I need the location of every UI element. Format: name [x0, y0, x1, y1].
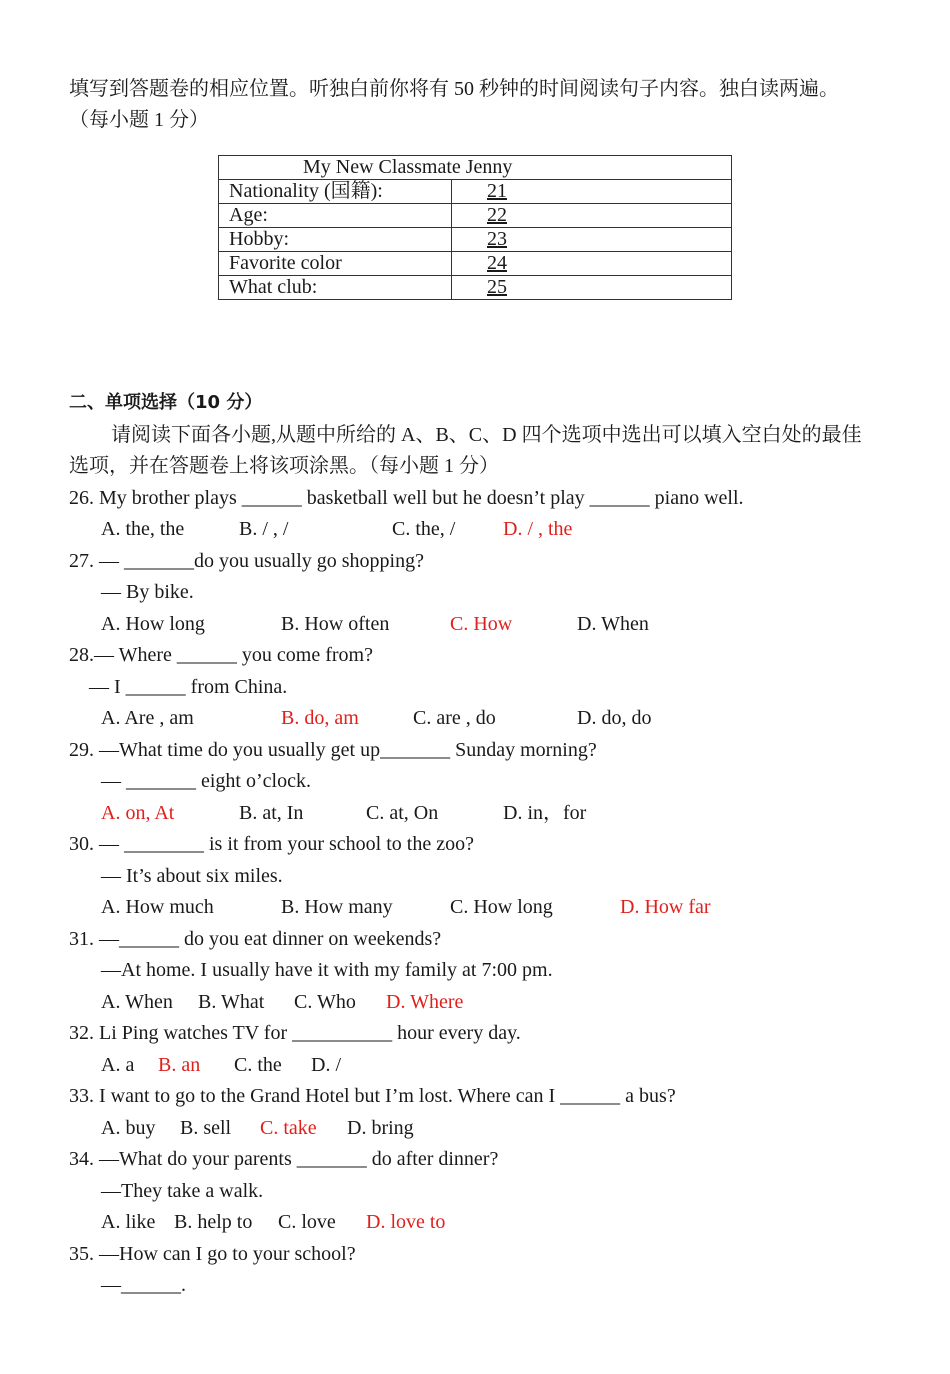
question-29-stem: 29. —What time do you usually get up_______ Sunday morning? — [69, 739, 597, 761]
q33-option-a: A. buy — [101, 1117, 156, 1139]
table-row — [219, 252, 732, 276]
q27-option-d: D. When — [577, 613, 649, 635]
question-30-stem: 30. — ________ is it from your school to the zoo? — [69, 833, 474, 855]
question-33-stem: 33. I want to go to the Grand Hotel but I’m lost. Where can I ______ a bus? — [69, 1085, 676, 1107]
q31-option-c: C. Who — [294, 991, 356, 1013]
question-27-stem: 27. — _______do you usually go shopping? — [69, 550, 424, 572]
question-34-stem: 34. —What do your parents _______ do after dinner? — [69, 1148, 499, 1170]
table-row — [219, 180, 732, 204]
q27-option-a: A. How long — [101, 613, 205, 635]
row-blank: 23 — [452, 228, 732, 252]
q34-option-a: A. like — [101, 1211, 156, 1233]
section-instruction-1: 请阅读下面各小题,从题中所给的 A、B、C、D 四个选项中选出可以填入空白处的最佳 — [111, 424, 862, 446]
question-34-reply: —They take a walk. — [101, 1180, 264, 1202]
q27-option-c-answer: C. How — [450, 613, 513, 635]
q26-option-b: B. / , / — [239, 518, 289, 540]
q26-option-a: A. the, the — [101, 518, 185, 540]
question-28-stem: 28.— Where ______ you come from? — [69, 644, 373, 666]
q33-option-d: D. bring — [347, 1117, 414, 1139]
question-31-reply: —At home. I usually have it with my family at 7:00 pm. — [101, 959, 553, 981]
question-28-reply: — I ______ from China. — [89, 676, 288, 698]
q29-option-a-answer: A. on, At — [101, 802, 175, 824]
row-label: What club: — [219, 276, 452, 300]
q29-option-b: B. at, In — [239, 802, 304, 824]
q34-option-c: C. love — [278, 1211, 336, 1233]
question-29-reply: — _______ eight o’clock. — [101, 770, 311, 792]
row-label: Hobby: — [219, 228, 452, 252]
row-blank: 24 — [452, 252, 732, 276]
q28-option-b-answer: B. do, am — [281, 707, 359, 729]
q34-option-d-answer: D. love to — [366, 1211, 446, 1233]
table-title-row — [219, 156, 732, 180]
row-blank: 21 — [452, 180, 732, 204]
q30-option-b: B. How many — [281, 896, 393, 918]
question-35-stem: 35. —How can I go to your school? — [69, 1243, 356, 1265]
classmate-info-table — [218, 155, 732, 300]
section-instruction-2: 选项，并在答题卷上将该项涂黑。（每小题 1 分） — [69, 455, 499, 477]
question-32-stem: 32. Li Ping watches TV for __________ hour every day. — [69, 1022, 521, 1044]
q34-option-b: B. help to — [174, 1211, 253, 1233]
table-row — [219, 228, 732, 252]
q31-option-b: B. What — [198, 991, 265, 1013]
row-label: Age: — [219, 204, 452, 228]
intro-line-2: （每小题 1 分） — [69, 109, 209, 131]
row-label: Nationality (国籍): — [219, 180, 452, 204]
q33-option-b: B. sell — [180, 1117, 232, 1139]
q28-option-c: C. are , do — [413, 707, 496, 729]
question-30-reply: — It’s about six miles. — [101, 865, 283, 887]
intro-line-1: 填写到答题卷的相应位置。听独白前你将有 50 秒钟的时间阅读句子内容。独白读两遍。 — [69, 78, 839, 100]
question-26-stem: 26. My brother plays ______ basketball well but he doesn’t play ______ piano well. — [69, 487, 744, 509]
q28-option-a: A. Are , am — [101, 707, 194, 729]
q32-option-b-answer: B. an — [158, 1054, 201, 1076]
q30-option-a: A. How much — [101, 896, 214, 918]
q32-option-c: C. the — [234, 1054, 282, 1076]
q28-option-d: D. do, do — [577, 707, 652, 729]
q30-option-c: C. How long — [450, 896, 553, 918]
q32-option-a: A. a — [101, 1054, 135, 1076]
q29-option-c: C. at, On — [366, 802, 439, 824]
q27-option-b: B. How often — [281, 613, 390, 635]
question-35-reply: —______. — [101, 1274, 186, 1296]
q31-option-d-answer: D. Where — [386, 991, 464, 1013]
table-row — [219, 276, 732, 300]
row-blank: 22 — [452, 204, 732, 228]
q29-option-d: D. in，for — [503, 802, 587, 824]
question-31-stem: 31. —______ do you eat dinner on weekends? — [69, 928, 442, 950]
table-title: My New Classmate Jenny — [219, 156, 732, 180]
row-label: Favorite color — [219, 252, 452, 276]
q26-option-d-answer: D. / , the — [503, 518, 573, 540]
table-row — [219, 204, 732, 228]
row-blank: 25 — [452, 276, 732, 300]
question-27-reply: — By bike. — [101, 581, 194, 603]
q26-option-c: C. the, / — [392, 518, 456, 540]
q31-option-a: A. When — [101, 991, 173, 1013]
q32-option-d: D. / — [311, 1054, 341, 1076]
section-heading: 二、单项选择（10 分） — [69, 392, 263, 413]
q33-option-c-answer: C. take — [260, 1117, 317, 1139]
q30-option-d-answer: D. How far — [620, 896, 711, 918]
